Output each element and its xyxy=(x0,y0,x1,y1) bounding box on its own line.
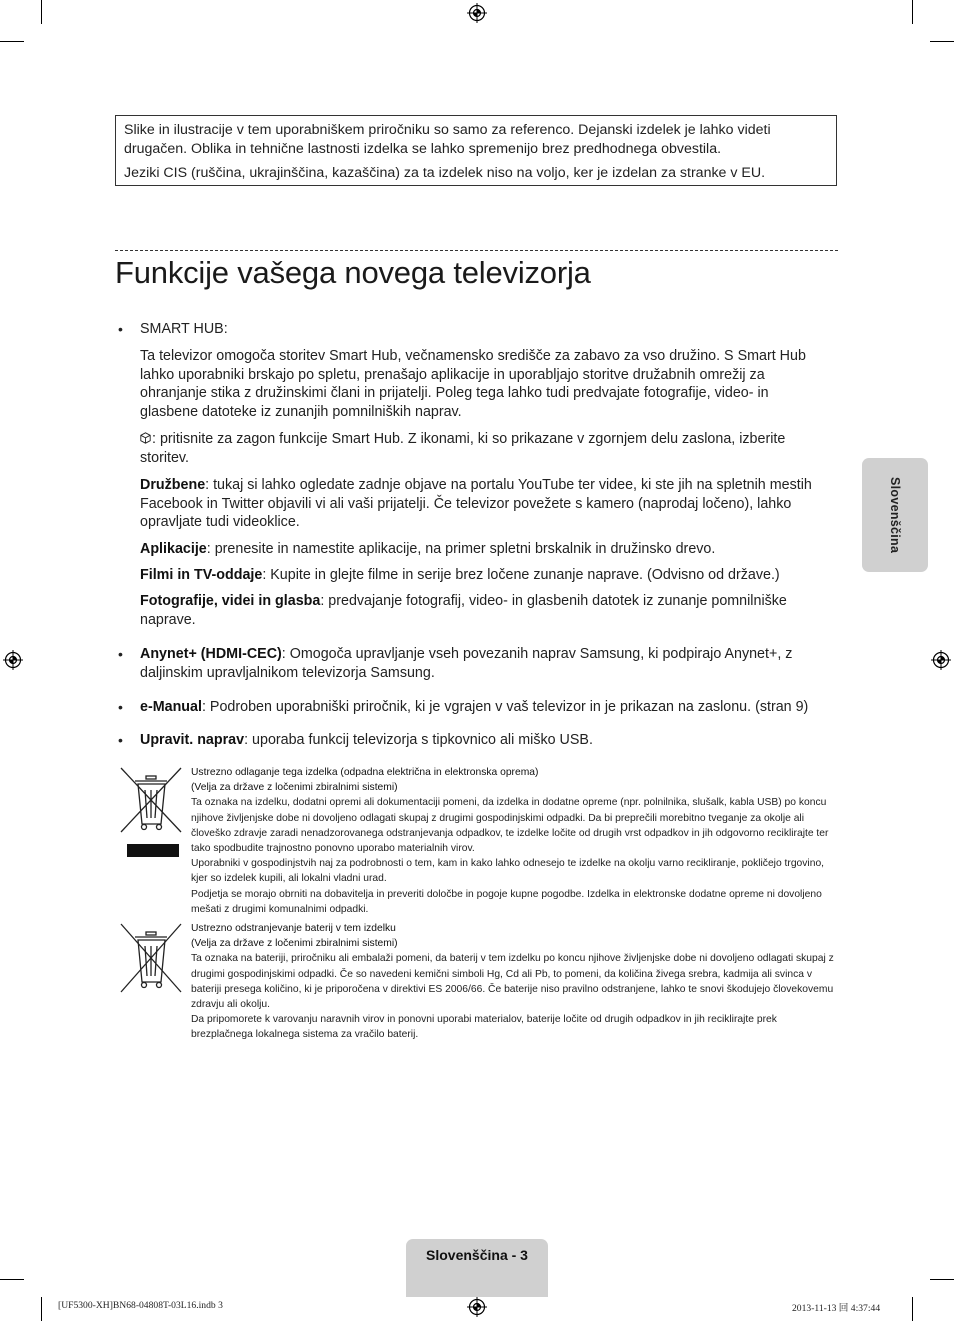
bullet-marker: • xyxy=(118,646,123,662)
item-term: Fotografije, videi in glasba xyxy=(140,593,321,609)
item-term: Filmi in TV-oddaje xyxy=(140,567,263,583)
language-side-tab xyxy=(862,458,928,572)
smart-hub-item xyxy=(140,592,835,629)
list-item-anynet xyxy=(140,645,840,682)
smart-hub-intro xyxy=(140,347,830,421)
battery-subheading: (Velja za države z ločenimi zbiralnimi sistemi) xyxy=(191,938,398,950)
item-text: : predvajanje fotografij, video- in glasbenih datotek iz zunanje pomnilniške naprave. xyxy=(140,593,787,628)
crop-mark xyxy=(41,1297,42,1321)
item-term: Družbene xyxy=(140,477,206,493)
item-text: : Omogoča upravljanje vseh povezanih naprav Samsung, ki podpirajo Anynet+, z daljinskim upravljalnikom televizorja Samsung. xyxy=(140,646,793,681)
registration-mark-icon xyxy=(931,650,951,670)
item-term: Anynet+ (HDMI-CEC) xyxy=(140,646,282,662)
weee-paragraph: Uporabniki v gospodinjstvih naj za podrobnosti o tem, kam in kako lahko odnesejo te izdelke na okolju varno recikliranje, pokličejo trgovino, kjer so izdelek kupili, ali lokalni vladni urad. xyxy=(191,858,825,885)
crop-mark xyxy=(0,1279,24,1280)
note-text: Jeziki CIS (ruščina, ukrajinščina, kazaščina) za ta izdelek niso na voljo, ker je izdelan za stranke v EU. xyxy=(124,165,766,181)
bullet-marker: • xyxy=(118,321,123,337)
crop-mark xyxy=(930,41,954,42)
smart-hub-cube-icon xyxy=(140,432,151,444)
print-timestamp: 2013-11-13 回 4:37:44 xyxy=(792,1303,881,1314)
crop-mark xyxy=(41,0,42,24)
smart-hub-item xyxy=(140,566,840,585)
crop-mark xyxy=(0,41,24,42)
crop-mark xyxy=(930,1279,954,1280)
battery-heading: Ustrezno odstranjevanje baterij v tem izdelku xyxy=(191,923,396,934)
language-side-label: Slovenščina xyxy=(888,476,902,554)
battery-bin-icon xyxy=(118,922,184,994)
item-text: : Kupite in glejte filme in serije brez ločene zunanje naprave. (Odvisno od države.) xyxy=(262,567,780,583)
battery-paragraph: Da pripomorete k varovanju naravnih virov in ponovni uporabi materialov, baterije ločite od drugih odpadkov in jih reciklirajte prek brezplačnega lokalnega sistema za vračilo baterij. xyxy=(191,1014,777,1041)
product-date-bar xyxy=(127,844,179,857)
reference-note-box xyxy=(115,115,837,186)
smart-hub-label: SMART HUB xyxy=(140,321,224,337)
crop-mark xyxy=(912,1297,913,1321)
battery-notice xyxy=(191,921,839,1043)
print-file-info: [UF5300-XH]BN68-04808T-03L16.indb 3 xyxy=(58,1300,223,1311)
weee-notice xyxy=(191,765,839,917)
registration-mark-icon xyxy=(467,3,487,23)
item-text: : Podroben uporabniški priročnik, ki je vgrajen v vaš televizor in je prikazan na zaslonu. (stran 9) xyxy=(201,699,809,715)
item-term: Upravit. naprav xyxy=(140,732,245,748)
item-term: e-Manual xyxy=(140,699,202,715)
registration-mark-icon xyxy=(467,1297,487,1317)
list-item-device-manager xyxy=(140,731,840,750)
section-divider xyxy=(115,250,838,251)
registration-mark-icon xyxy=(3,650,23,670)
crossed-bin-icon xyxy=(118,766,184,834)
footer-page-tab xyxy=(406,1239,548,1297)
page-title: Funkcije vašega novega televizorja xyxy=(115,255,591,290)
smart-hub-item xyxy=(140,476,840,532)
smart-hub-icon-text: : pritisnite za zagon funkcije Smart Hub. Z ikonami, ki so prikazane v zgornjem delu zaslona, izberite storitev. xyxy=(140,431,786,466)
smart-hub-icon-line xyxy=(140,430,835,467)
weee-paragraph: Ta oznaka na izdelku, dodatni opremi ali dokumentaciji pomeni, da izdelka in dodatne opreme (npr. polnilnika, slušalk, kabla USB) po koncu njihove življenjske dobe ni dovoljeno odlagati skupaj z drugimi gospodinjskimi odpadki. Da bi preprečili morebitno tveganje za okolje ali človeško zdravje zaradi nenadzorovanega odstranjevanja odpadkov, te izdelke ločite od drugih vrst odpadkov in jih odgovorno reciklirajte ter tako spodbudite trajnostno ponovno uporabo materialnih virov. xyxy=(191,797,829,855)
weee-heading: Ustrezno odlaganje tega izdelka (odpadna električna in elektronska oprema) xyxy=(191,767,539,778)
battery-paragraph: Ta oznaka na bateriji, priročniku ali embalaži pomeni, da baterij v tem izdelku po koncu njihove življenjske dobe ni dovoljeno odlagati skupaj z drugimi gospodinjskimi odpadki. Če so navedeni kemični simboli Hg, Cd ali Pb, to pomeni, da količina živega srebra, kadmija ali svinca v bateriji presega količino, ki je priporočena v direktivi ES 2006/66. Če baterije niso pravilno odstranjene, lahko te snovi škodujejo človekovemu zdravju ali okolju. xyxy=(191,953,834,1011)
page-number: Slovenščina - 3 xyxy=(426,1247,528,1263)
weee-subheading: (Velja za države z ločenimi zbiralnimi sistemi) xyxy=(191,782,398,794)
item-term: Aplikacije xyxy=(140,541,207,557)
list-item-smart-hub xyxy=(140,320,840,339)
list-item-e-manual xyxy=(140,698,840,717)
smart-hub-item xyxy=(140,540,840,559)
weee-paragraph: Podjetja se morajo obrniti na dobavitelja in preveriti določbe in pogoje kupne pogodbe. Izdelka in elektronske dodatne opreme ni dovoljeno mešati z drugimi komunalnimi odpadki. xyxy=(191,888,822,915)
label-colon: : xyxy=(223,321,228,337)
bullet-marker: • xyxy=(118,732,123,748)
item-text: : prenesite in namestite aplikacije, na primer spletni brskalnik in družinsko drevo. xyxy=(206,541,716,557)
crop-mark xyxy=(912,0,913,24)
note-text: Slike in ilustracije v tem uporabniškem priročniku so samo za referenco. Dejanski izdelek je lahko videti drugačen. Oblika in tehnične lastnosti izdelka se lahko spremenijo brez predhodnega obvestila. xyxy=(124,122,771,157)
bullet-marker: • xyxy=(118,699,123,715)
item-text: : uporaba funkcij televizorja s tipkovnico ali miško USB. xyxy=(244,732,593,748)
item-text: : tukaj si lahko ogledate zadnje objave na portalu YouTube ter videe, ki ste jih na spletnih mestih Facebook in Twitter objavili vi ali vaši prijatelji. Če televizor povežete s kamero (naprodaj ločeno), lahko opravljate tudi videoklice. xyxy=(140,477,812,530)
smart-hub-intro-text: Ta televizor omogoča storitev Smart Hub, večnamensko središče za zabavo za vso družino. S Smart Hub lahko uporabniki brskajo po spletu, prenašajo aplikacije in uporabljajo storitve družabnih omrežij za ohranjanje stika z družinskimi člani in prijatelji. Poleg tega lahko tudi predvajate fotografije, video- in glasbene datoteke iz zunanjih pomnilniških naprav. xyxy=(140,348,806,420)
